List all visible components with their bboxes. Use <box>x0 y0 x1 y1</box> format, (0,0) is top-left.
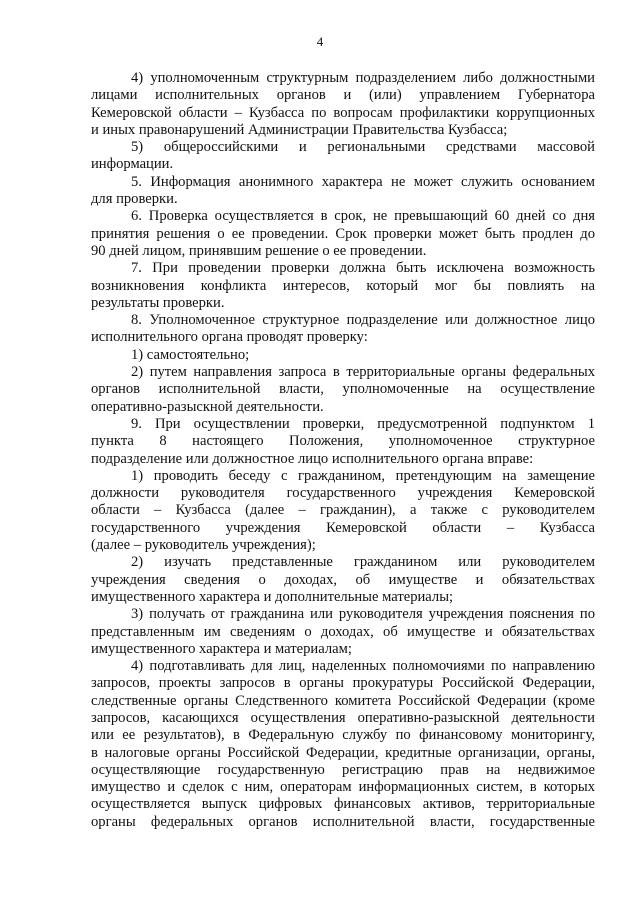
text-line: Кемеровской области – Кузбасса по вопросам профилактики коррупционных <box>91 104 595 121</box>
text-line: 3) получать от гражданина или руководителя учреждения пояснения по <box>131 606 595 623</box>
text-line: подразделение или должностное лицо исполнительного органа вправе: <box>91 450 534 467</box>
document-body <box>91 70 595 831</box>
text-line: осуществляющие государственную регистрацию прав на недвижимое <box>91 761 595 778</box>
text-line: органы федеральных органов исполнительной власти, государственные <box>91 813 595 830</box>
text-line: следственные органы Следственного комитета Российской Федерации (кроме <box>91 692 595 709</box>
text-line: имущественного характера и материалам; <box>91 640 352 657</box>
text-line: области – Кузбасса (далее – гражданин), а также с руководителем <box>91 502 595 519</box>
text-line: 4) подготавливать для лиц, наделенных полномочиями по направлению <box>131 658 595 675</box>
text-line: 8. Уполномоченное структурное подразделение или должностное лицо <box>131 312 595 329</box>
text-line: государственного учреждения Кемеровской области – Кузбасса <box>91 519 595 536</box>
text-line: запросов, проекты запросов в органы прокуратуры Российской Федерации, <box>91 675 595 692</box>
text-line: информации. <box>91 156 174 173</box>
text-line: или ее результатов), в Федеральную службу по финансовому мониторингу, <box>91 727 595 744</box>
text-line: 6. Проверка осуществляется в срок, не превышающий 60 дней со дня <box>131 208 595 225</box>
text-line: должности руководителя государственного учреждения Кемеровской <box>91 485 595 502</box>
text-line: учреждения сведения о доходах, об имуществе и обязательствах <box>91 571 595 588</box>
text-line: представленным им сведениям о доходах, об имуществе и обязательствах <box>91 623 595 640</box>
text-line: результаты проверки. <box>91 294 225 311</box>
text-line: (далее – руководитель учреждения); <box>91 537 316 554</box>
text-line: запросов, касающихся осуществления оперативно-разыскной деятельности <box>91 709 595 726</box>
text-line: органов исполнительной власти, уполномоченные на осуществление <box>91 381 595 398</box>
text-line: 1) проводить беседу с гражданином, претендующим на замещение <box>131 467 595 484</box>
text-line: 4) уполномоченным структурным подразделением либо должностными <box>131 70 595 86</box>
text-line: 5) общероссийскими и региональными средствами массовой <box>131 139 595 156</box>
text-line: имущество и сделок с ним, операторам информационных систем, в которых <box>91 779 595 796</box>
text-line: возникновения конфликта интересов, который мог бы повлиять на <box>91 277 595 294</box>
text-line: оперативно-разыскной деятельности. <box>91 398 324 415</box>
text-line: 2) путем направления запроса в территориальные органы федеральных <box>131 364 595 381</box>
text-line: 5. Информация анонимного характера не может служить основанием <box>131 173 595 190</box>
text-line: исполнительного органа проводят проверку: <box>91 329 368 346</box>
text-line: принятия решения о ее проведении. Срок проверки может быть продлен до <box>91 225 595 242</box>
text-line: лицами исполнительных органов и (или) управлением Губернатора <box>91 87 595 104</box>
page-number: 4 <box>316 34 324 49</box>
text-line: осуществляется выпуск цифровых финансовых активов, территориальные <box>91 796 595 813</box>
text-line: для проверки. <box>91 191 178 208</box>
text-line: и иных правонарушений Администрации Правительства Кузбасса; <box>91 121 508 138</box>
text-line: 2) изучать представленные гражданином или руководителем <box>131 554 595 571</box>
text-line: 9. При осуществлении проверки, предусмотренной подпунктом 1 <box>131 415 595 432</box>
text-line: 90 дней лицом, принявшим решение о ее проведении. <box>91 242 427 259</box>
text-line: 7. При проведении проверки должна быть исключена возможность <box>131 260 595 277</box>
text-line: 1) самостоятельно; <box>131 346 250 363</box>
text-line: имущественного характера и дополнительные материалы; <box>91 588 454 605</box>
text-line: в налоговые органы Российской Федерации, кредитные организации, органы, <box>91 744 595 761</box>
text-line: пункта 8 настоящего Положения, уполномоченное структурное <box>91 433 595 450</box>
